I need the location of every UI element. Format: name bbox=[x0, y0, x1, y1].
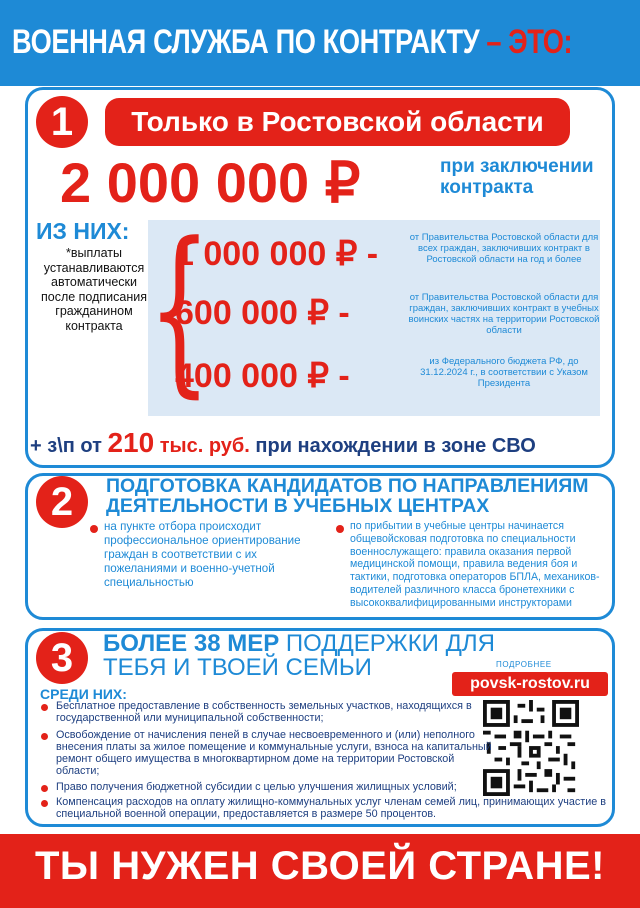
payment-desc-2: от Правительства Ростовской области для граждан, заключивших контракт в учебных воинских частях на территории Ростовской области bbox=[408, 292, 600, 336]
support-measure-4: Компенсация расходов на оплату жилищно-коммунальных услуг членам семей лиц, принимающих участие в специальной военной операции, предоставляется в размере 50 процентов. bbox=[56, 796, 606, 820]
payment-amount-1: 1 000 000 ₽ - bbox=[175, 235, 379, 273]
section-1-number: 1 bbox=[36, 96, 88, 148]
section-3-number: 3 bbox=[36, 632, 88, 684]
total-amount: 2 000 000 ₽ bbox=[60, 151, 361, 214]
more-label: ПОДРОБНЕЕ bbox=[496, 660, 552, 669]
section-2-title: ПОДГОТОВКА КАНДИДАТОВ ПО НАПРАВЛЕНИЯМ ДЕЯТЕЛЬНОСТИ В УЧЕБНЫХ ЦЕНТРАХ bbox=[106, 475, 589, 517]
section-2-right-text: по прибытии в учебные центры начинается общевойсковая подготовка по специальности военнослужащего: правила оказания первой медицинской помощи, правила ведения боя и тактики, подготовка операторов БПЛА, механиков-водителей различного класса бронетехники с высококвалифицированными инструкторами bbox=[350, 520, 600, 609]
payment-desc-1: от Правительства Ростовской области для всех граждан, заключивших контракт в Ростовской области на год и более bbox=[409, 232, 599, 265]
support-measure-2: Освобождение от начисления пеней в случае несвоевременного и (или) неполного внесения платы за жилое помещение и коммунальные услуги, взноса на капитальный ремонт общего имущества в многоквартирном доме на территории Ростовской области; bbox=[56, 729, 492, 777]
payment-amount-3: 400 000 ₽ - bbox=[175, 357, 350, 395]
svo-salary-line bbox=[30, 423, 608, 463]
support-measure-3: Право получения бюджетной субсидии с целью улучшения жилищных условий; bbox=[56, 781, 457, 793]
section-3-title-bold: БОЛЕЕ 38 МЕР bbox=[103, 630, 280, 657]
total-note: при заключении контракта bbox=[440, 156, 594, 198]
header-title bbox=[12, 22, 572, 62]
website-link[interactable]: povsk-rostov.ru bbox=[452, 672, 608, 696]
payment-desc-3: из Федерального бюджета РФ, до 31.12.2024 г., в соответствии с Указом Президента bbox=[420, 356, 588, 389]
bullet-icon bbox=[90, 525, 98, 533]
section-3-title-rest: ПОДДЕРЖКИ ДЛЯ ТЕБЯ И ТВОЕЙ СЕМЬИ bbox=[103, 630, 495, 681]
payout-note: *выплаты устанавливаются автоматически после подписания гражданином контракта bbox=[40, 246, 148, 333]
section-2-left-text: на пункте отбора происходит профессиональное ориентирование граждан в соответствии с их пожеланиями и военно-учетной специальностью bbox=[104, 520, 301, 589]
svo-amount: 210 bbox=[107, 427, 155, 458]
section-2-number: 2 bbox=[36, 476, 88, 528]
bullet-icon bbox=[41, 704, 48, 711]
curly-brace-icon: { bbox=[148, 205, 211, 414]
region-badge-text: Только в Ростовской области bbox=[131, 106, 544, 137]
header-title-accent: – ЭТО: bbox=[479, 23, 573, 61]
svo-prefix: + з\п от bbox=[30, 435, 102, 457]
payment-amount-2: 600 000 ₽ - bbox=[175, 294, 350, 332]
header-title-main: ВОЕННАЯ СЛУЖБА ПО КОНТРАКТУ bbox=[12, 23, 480, 61]
svo-unit: тыс. руб. bbox=[159, 435, 250, 457]
support-measure-1: Бесплатное предоставление в собственность земельных участков, находящихся в государственной или муниципальной собственности; bbox=[56, 700, 472, 724]
bullet-icon bbox=[41, 800, 48, 807]
svo-suffix: при нахождении в зоне СВО bbox=[255, 435, 536, 457]
bullet-icon bbox=[336, 525, 344, 533]
of-them-label: ИЗ НИХ: bbox=[36, 218, 130, 244]
among-them-label: СРЕДИ НИХ: bbox=[40, 686, 127, 702]
footer-slogan: ТЫ НУЖЕН СВОЕЙ СТРАНЕ! bbox=[34, 844, 605, 888]
bullet-icon bbox=[41, 733, 48, 740]
bullet-icon bbox=[41, 785, 48, 792]
